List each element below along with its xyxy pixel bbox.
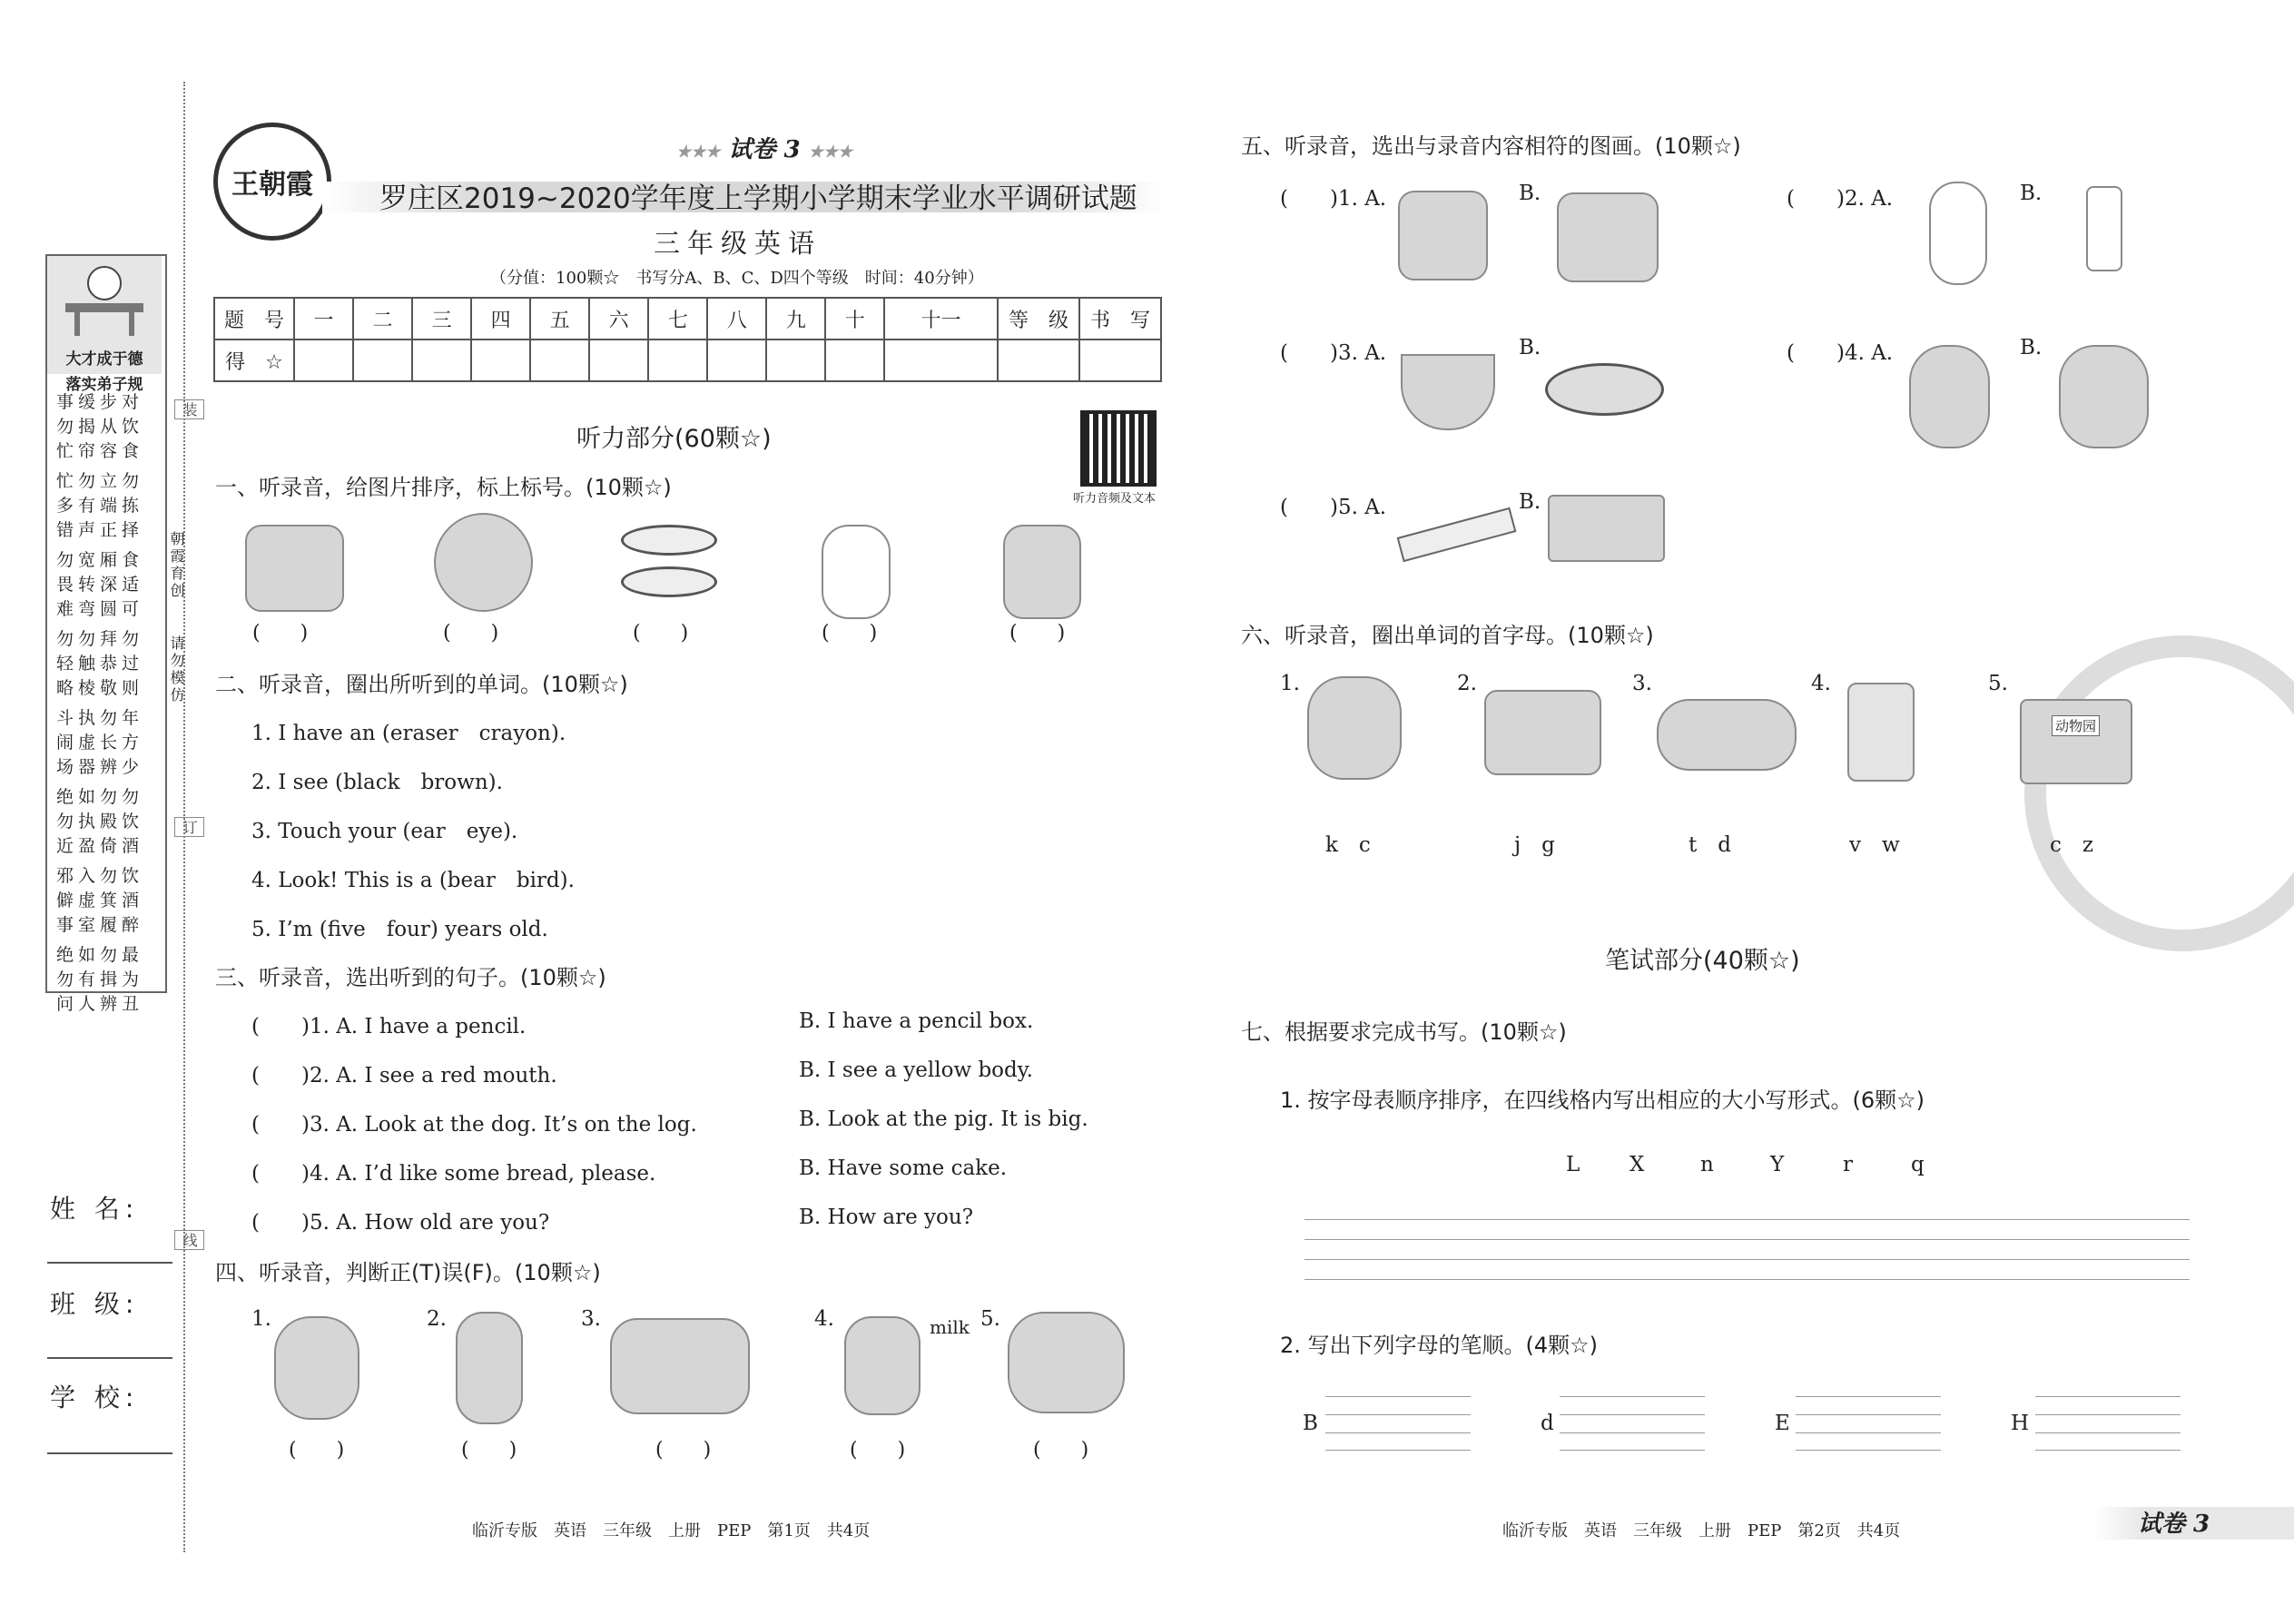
score-cell: 四 [471,298,530,340]
tiger-picture [1657,699,1797,771]
rule-line: 难弯圆可 [56,599,144,619]
sidebar-rules [56,390,156,1022]
rule-line: 忙勿立勿 [56,471,144,491]
qr-code[interactable] [1080,410,1157,487]
grid-line [1560,1450,1705,1451]
section-5-title: 五、听录音，选出与录音内容相符的图画。(10颗☆) [1241,133,1741,159]
answer-paren[interactable]: ( ) [1009,622,1066,645]
s5-option-b: B. [1519,336,1541,359]
boy-picture [456,1312,523,1424]
grid-line [1796,1450,1941,1451]
class-label: 班 级: [50,1289,140,1319]
s3-option-b: B. Have some cake. [799,1156,1008,1180]
grid-line [2035,1414,2181,1415]
grid-line [1305,1239,2190,1240]
rule-line: 勿有揖为 [56,969,144,989]
section-2-title: 二、听录音，圈出所听到的单词。(10颗☆) [215,672,628,697]
stroke-letter: d [1541,1412,1554,1435]
s3-option-b: B. I have a pencil box. [799,1009,1034,1033]
milk-label: milk [930,1316,970,1338]
brand-logo [213,123,331,241]
answer-paren[interactable]: ( ) [461,1439,517,1462]
score-cell: 一 [294,298,353,340]
hand-picture [822,525,891,619]
cut-label-2: 订 [174,817,204,837]
s7-q2: 2. 写出下列字母的笔顺。(4颗☆) [1280,1333,1599,1358]
s3-option-a: ( )4. A. I’d like some bread, please. [251,1162,656,1186]
motto-line-2: 落实弟子规 [65,376,143,394]
letter: X [1629,1153,1645,1176]
rule-line: 勿揭从饮 [56,417,144,437]
written-heading: 笔试部分(40颗☆) [1605,947,1800,975]
section-6-title: 六、听录音，圈出单词的首字母。(10颗☆) [1241,623,1654,648]
four-line-grid[interactable] [1305,1219,2190,1281]
answer-paren[interactable]: ( ) [850,1439,906,1462]
bag-picture [1003,525,1081,619]
cut-label-3: 线 [174,1230,204,1250]
ruler-picture [1397,507,1517,562]
answer-paren[interactable]: ( ) [252,622,309,645]
score-cell: 九 [766,298,825,340]
s2-item-3: 3. Touch your (ear eye). [251,820,518,843]
s3-option-a: ( )2. A. I see a red mouth. [251,1064,557,1088]
section-1-title: 一、听录音，给图片排序，标上标号。(10颗☆) [215,475,672,500]
rule-line: 场器辨少 [56,757,144,777]
s5-question: ( )5. A. [1280,496,1387,519]
school-label: 学 校: [50,1383,140,1412]
rule-line: 绝如勿勿 [56,787,144,807]
s2-item-1: 1. I have an (eraser crayon). [251,722,566,745]
s6-letters: k c [1325,833,1371,857]
stroke-grid[interactable] [1325,1396,1471,1451]
s3-option-b: B. I see a yellow body. [799,1058,1033,1082]
s5-question: ( )4. A. [1787,341,1894,365]
star-icon: ★★★ [808,143,853,162]
girl-sneezing-picture [274,1316,359,1420]
jeep-picture [1484,690,1601,775]
grid-line [1325,1432,1471,1433]
rule-line: 略棱敬则 [56,678,144,698]
bread-picture [245,525,344,612]
s4-num: 4. [814,1307,834,1331]
rule-line: 邪入勿饮 [56,866,144,886]
score-cell: 二 [353,298,412,340]
plate-picture [621,525,717,556]
stroke-grid[interactable] [1560,1396,1705,1451]
score-input[interactable] [884,340,998,381]
s5-question: ( )2. A. [1787,187,1894,211]
stroke-letter: H [2011,1412,2030,1435]
s4-num: 3. [581,1307,601,1331]
s6-letters: j g [1514,833,1555,857]
rule-line: 问人辨丑 [56,994,144,1014]
panda-picture [1909,345,1990,448]
answer-paren[interactable]: ( ) [1033,1439,1089,1462]
vertical-note-2: 请勿模仿 [168,635,185,704]
score-input[interactable] [825,340,884,381]
children-picture [610,1318,750,1414]
s2-item-5: 5. I’m (five four) years old. [251,918,548,941]
s3-option-b: B. Look at the pig. It is big. [799,1107,1088,1131]
stroke-grid[interactable] [2035,1396,2181,1451]
star-icon: ★★★ [676,143,721,162]
rule-line: 畏转深适 [56,575,144,595]
water-bottle-picture [2086,186,2122,271]
rule-line: 勿执殿饮 [56,812,144,832]
cat-picture [1307,676,1402,780]
score-cell: 等 级 [998,298,1079,340]
s4-num: 2. [427,1307,447,1331]
s6-letters: t d [1689,833,1731,857]
score-cell: 五 [530,298,589,340]
score-input[interactable] [471,340,530,381]
letter: r [1843,1153,1853,1176]
grid-line [1325,1450,1471,1451]
grid-line [1796,1432,1941,1433]
score-cell: 六 [589,298,648,340]
rule-line: 勿勿拜勿 [56,629,144,649]
footer-right: 临沂专版 英语 三年级 上册 PEP 第2页 共4页 [1502,1521,1901,1540]
s6-num: 2. [1457,672,1477,695]
vertical-note-1: 朝霞育创 [168,531,185,600]
letter: n [1700,1153,1714,1176]
rule-line: 事室履醉 [56,915,144,935]
score-cell: 题 号 [214,298,294,340]
answer-paren[interactable]: ( ) [443,622,499,645]
score-input[interactable] [1079,340,1161,381]
score-cell: 十 [825,298,884,340]
letter: Y [1770,1153,1785,1176]
grid-line [1325,1396,1471,1397]
grid-line [1305,1219,2190,1220]
stroke-letter: B [1303,1412,1318,1435]
girl-waving-picture [1008,1312,1125,1413]
zoo-sign: 动物园 [2052,715,2100,736]
score-cell: 三 [412,298,471,340]
motto-line-1: 大才成于德 [65,350,143,369]
letter: L [1566,1153,1580,1176]
grid-line [1560,1396,1705,1397]
rule-line: 多有端拣 [56,496,144,516]
score-cell: 十一 [884,298,998,340]
fish-picture [1545,363,1664,416]
s5-question: ( )3. A. [1280,341,1387,365]
score-input[interactable] [998,340,1079,381]
score-cell: 八 [707,298,766,340]
name-label: 姓 名: [50,1194,140,1224]
exam-badge [676,131,852,164]
s3-option-a: ( )1. A. I have a pencil. [251,1015,527,1038]
s6-num: 3. [1632,672,1652,695]
vest-picture [1847,683,1915,782]
rice-picture [1401,354,1495,430]
answer-paren[interactable]: ( ) [822,622,878,645]
score-cell: 书 写 [1079,298,1161,340]
answer-paren[interactable]: ( ) [633,622,689,645]
footer-badge: 试卷 3 [2138,1511,2210,1538]
grid-line [1796,1396,1941,1397]
monkey-picture [2059,345,2149,448]
score-input[interactable] [412,340,471,381]
rule-line: 事缓步对 [56,392,144,412]
juice-picture [1929,182,1987,285]
score-value-row [214,340,1161,381]
class-field[interactable] [47,1357,172,1359]
zoo-picture [2020,699,2132,784]
s6-letters: v w [1849,833,1900,857]
rule-line: 近盈倚酒 [56,836,144,856]
grid-line [1560,1414,1705,1415]
score-input[interactable] [648,340,707,381]
s7-q1: 1. 按字母表顺序排序，在四线格内写出相应的大小写形式。(6颗☆) [1280,1088,1925,1113]
s5-option-b: B. [1519,182,1541,205]
score-input[interactable] [353,340,412,381]
watermark-seal-icon [2024,635,2294,951]
grid-line [2035,1432,2181,1433]
s6-letters: c z [2050,833,2093,857]
exam-info: （分值：100颗☆ 书写分A、B、C、D四个等级 时间：40分钟） [490,269,984,288]
brand-name: 王朝霞 [231,169,313,201]
dog-picture [434,513,533,612]
score-cell: 七 [648,298,707,340]
grid-line [1325,1414,1471,1415]
grid-line [2035,1396,2181,1397]
listening-heading: 听力部分(60颗☆) [576,425,772,453]
section-7-title: 七、根据要求完成书写。(10颗☆) [1241,1019,1567,1045]
section-3-title: 三、听录音，选出听到的句子。(10颗☆) [215,965,606,990]
grid-line [2035,1450,2181,1451]
rule-line: 错声正择 [56,520,144,540]
badge-text: 试卷 3 [728,136,801,163]
name-field[interactable] [47,1262,172,1264]
letter: q [1911,1153,1925,1176]
stroke-letter: E [1775,1412,1790,1435]
s5-option-b: B. [2020,336,2043,359]
grid-line [1560,1432,1705,1433]
s3-option-b: B. How are you? [799,1206,974,1229]
cake-picture [1398,191,1488,281]
plate-picture [621,566,717,597]
rule-line: 闹虚长方 [56,733,144,753]
grid-line [1305,1259,2190,1260]
rule-line: 绝如勿最 [56,945,144,965]
s3-option-a: ( )5. A. How old are you? [251,1211,550,1235]
cut-label-1: 装 [174,399,204,419]
grid-line [1305,1279,2190,1280]
books-picture [1548,495,1665,562]
s4-num: 1. [251,1307,271,1331]
subject-title: 三年级英语 [654,228,822,259]
section-4-title: 四、听录音，判断正(T)误(F)。(10颗☆) [215,1260,601,1285]
rule-line: 斗执勿年 [56,708,144,728]
s3-option-a: ( )3. A. Look at the dog. It’s on the log. [251,1113,697,1137]
scholar-icon [47,256,162,343]
stroke-grid[interactable] [1796,1396,1941,1451]
score-table [213,297,1162,382]
score-input[interactable] [530,340,589,381]
answer-paren[interactable]: ( ) [289,1439,345,1462]
cake-picture [1557,192,1659,282]
s2-item-4: 4. Look! This is a (bear bird). [251,869,575,892]
s6-num: 1. [1280,672,1300,695]
rule-line: 忙帘容食 [56,441,144,461]
s2-item-2: 2. I see (black brown). [251,771,503,794]
s6-num: 5. [1988,672,2008,695]
rule-line: 勿宽厢食 [56,550,144,570]
exam-title: 罗庄区2019~2020学年度上学期小学期末学业水平调研试题 [379,182,1137,215]
rule-line: 僻虚箕酒 [56,891,144,910]
score-cell: 得 ☆ [214,340,294,381]
grid-line [1796,1414,1941,1415]
answer-paren[interactable]: ( ) [655,1439,712,1462]
footer-left: 临沂专版 英语 三年级 上册 PEP 第1页 共4页 [472,1521,871,1540]
s5-option-b: B. [2020,182,2043,205]
score-input[interactable] [294,340,353,381]
boy-drinking-picture [844,1316,921,1415]
s4-num: 5. [980,1307,1000,1331]
rule-line: 轻触恭过 [56,654,144,674]
score-header-row [214,298,1161,340]
s5-question: ( )1. A. [1280,187,1387,211]
s6-num: 4. [1811,672,1831,695]
score-input[interactable] [766,340,825,381]
qr-caption: 听力音频及文本 [1073,492,1157,506]
s5-option-b: B. [1519,490,1541,514]
school-field[interactable] [47,1452,172,1454]
score-input[interactable] [589,340,648,381]
score-input[interactable] [707,340,766,381]
